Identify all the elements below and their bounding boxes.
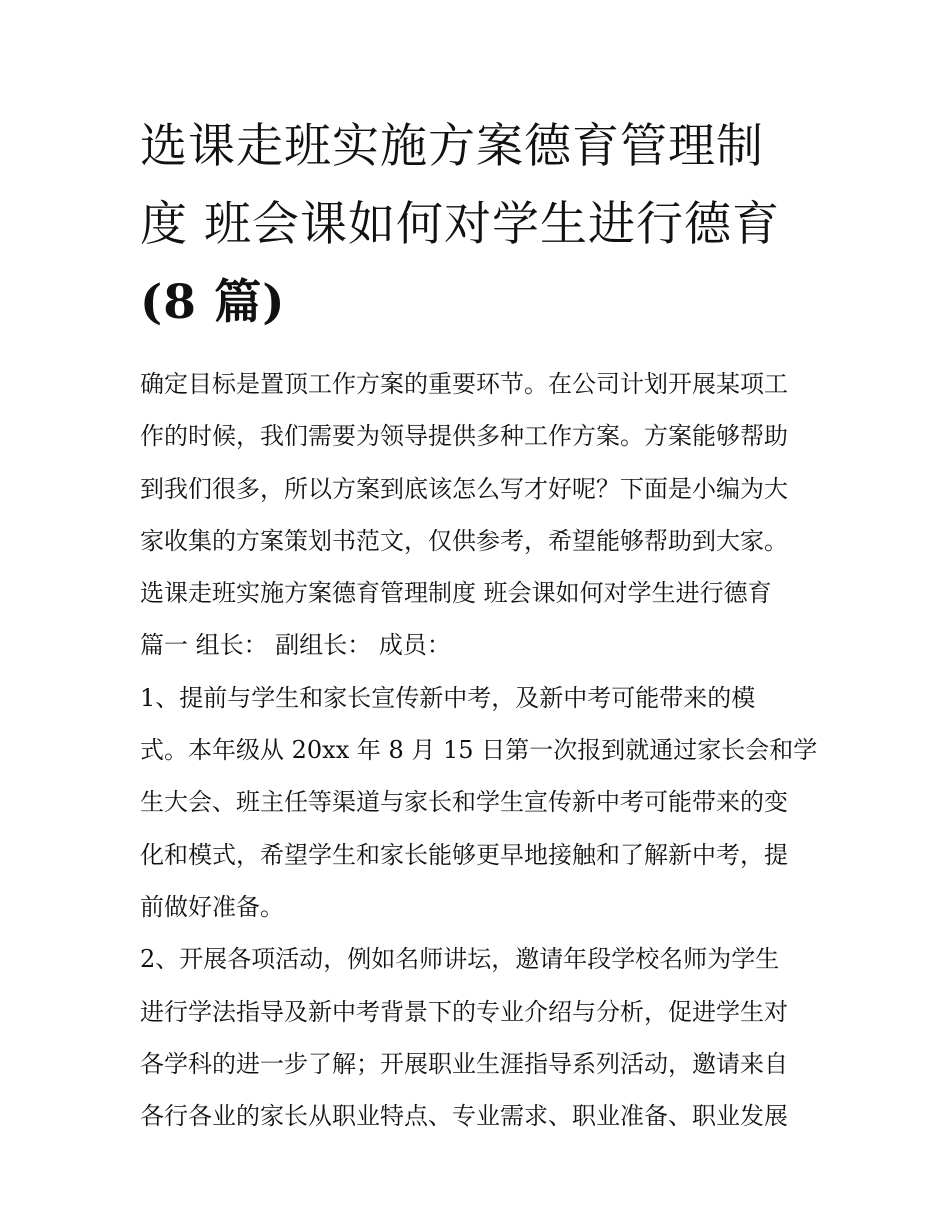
title-line-3: (8 篇)	[140, 275, 286, 330]
body-line: 化和模式，希望学生和家长能够更早地接触和了解新中考，提	[140, 840, 788, 869]
body-line: 篇一 组长： 副组长： 成员：	[140, 631, 451, 660]
body-line: 选课走班实施方案德育管理制度 班会课如何对学生进行德育	[140, 579, 772, 608]
body-line: 到我们很多，所以方案到底该怎么写才好呢？下面是小编为大	[140, 474, 788, 503]
body-line: 式。本年级从 20xx 年 8 月 15 日第一次报到就通过家长会和学	[140, 736, 818, 765]
title-line-1: 选课走班实施方案德育管理制	[140, 119, 764, 174]
title-line-2: 度 班会课如何对学生进行德育	[140, 197, 780, 252]
body-line: 进行学法指导及新中考背景下的专业介绍与分析，促进学生对	[140, 997, 788, 1026]
body-line: 2、开展各项活动，例如名师讲坛，邀请年段学校名师为学生	[140, 945, 780, 974]
body-line: 各学科的进一步了解；开展职业生涯指导系列活动，邀请来自	[140, 1049, 788, 1078]
body-line: 1、提前与学生和家长宣传新中考，及新中考可能带来的模	[140, 683, 756, 712]
body-line: 作的时候，我们需要为领导提供多种工作方案。方案能够帮助	[140, 422, 788, 451]
body-line: 确定目标是置顶工作方案的重要环节。在公司计划开展某项工	[140, 370, 788, 398]
document-title	[140, 108, 820, 342]
body-line: 前做好准备。	[140, 892, 284, 921]
body-line: 各行各业的家长从职业特点、专业需求、职业准备、职业发展	[140, 1102, 788, 1131]
body-line: 生大会、班主任等渠道与家长和学生宣传新中考可能带来的变	[140, 788, 788, 817]
document-body	[140, 358, 820, 1142]
body-line: 家收集的方案策划书范文，仅供参考，希望能够帮助到大家。	[140, 526, 788, 555]
